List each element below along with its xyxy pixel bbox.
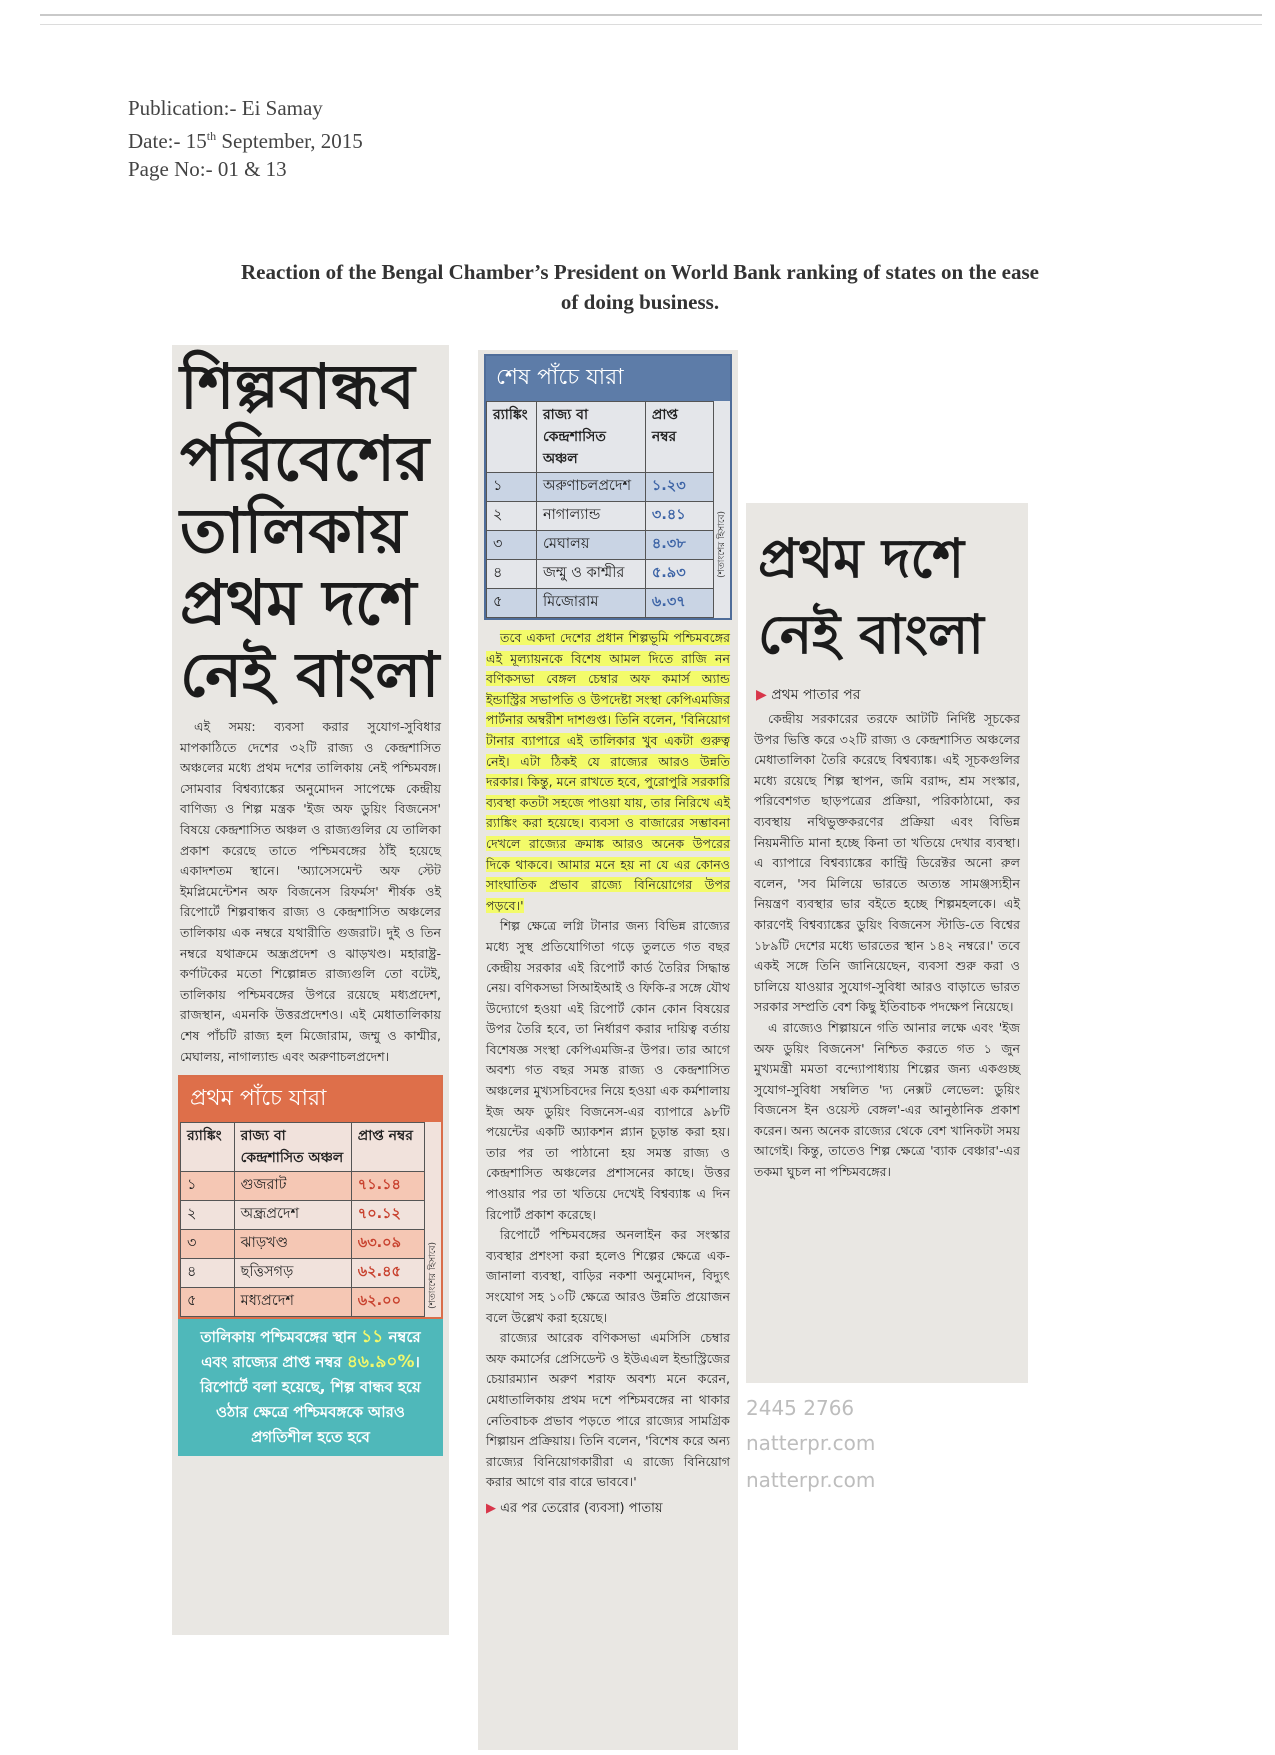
state-cell: মেঘালয় [536, 531, 645, 560]
title-line-2: of doing business. [560, 290, 720, 314]
table-row [487, 531, 714, 560]
col3-paragraph: এ রাজ্যেও শিল্পায়নে গতি আনার লক্ষে এবং 'ইজ অফ ডুয়িং বিজনেস' নিশ্চিত করতে গত ১ জুন মুখ্যমন্ত্রী মমতা বন্দ্যোপাধ্যায় শিল্পের জন্য একগুচ্ছ সুযোগ-সুবিধা সম্বলিত 'দ্য নেক্সট লেভেল: ডুয়িং বিজনেস ইন ওয়েস্ট বেঙ্গল'-এর আনুষ্ঠানিক প্রকাশ করেন। অন্য অনেক রাজ্যের থেকে বেশ খানিকটা সময় আগেই। কিন্তু, তাতেও শিল্প ক্ষেত্রে 'ব্যাক বেঞ্চার'-এর তকমা ঘুচল না পশ্চিমবঙ্গের। [754, 1019, 1020, 1180]
date-line [128, 122, 363, 155]
table-header-row [181, 1123, 425, 1172]
header-rank: র‍্যাঙ্কিং [487, 402, 537, 473]
score-cell: ৭১.১৪ [351, 1172, 424, 1201]
percent-note: (শতাংশের হিসাবে) [428, 1242, 438, 1309]
rank-cell: ৩ [487, 531, 537, 560]
page-line: Page No:- 01 & 13 [128, 157, 287, 181]
state-cell: নাগাল্যান্ড [536, 502, 645, 531]
table-row [487, 502, 714, 531]
header-state: রাজ্য বা কেন্দ্রশাসিত অঞ্চল [536, 402, 645, 473]
table-row [181, 1230, 425, 1259]
col2-paragraph: শিল্প ক্ষেত্রে লগ্নি টানার জন্য বিভিন্ন রাজ্যের মধ্যে সুস্থ প্রতিযোগিতা গড়ে তুলতে গত বছর কেন্দ্রীয় সরকার এই রিপোর্ট কার্ড তৈরির সিদ্ধান্ত নেয়। বণিকসভা সিআইআই ও ফিকি-র সঙ্গে যৌথ উদ্যোগে হওয়া এই রিপোর্ট কোন কোন বিষয়ের উপর তৈরি হবে, তা নির্ধারণ করার দায়িত্ব বর্তায় বিশেষজ্ঞ সংস্থা কেপিএমজি-র উপর। তার আগে অবশ্য গত বছর সমস্ত রাজ্য ও কেন্দ্রশাসিত অঞ্চলের মুখ্যসচিবদের নিয়ে হওয়া এক কর্মশালায় ইজ অফ ডুয়িং বিজনেস-এর ব্যাপারে ৯৮টি পয়েন্টের একটি অ্যাকশন প্ল্যান চূড়ান্ত করা হয়। তার পর তা পাঠানো হয় সমস্ত রাজ্য ও কেন্দ্রশাসিত অঞ্চলের প্রশাসনের কাছে। উত্তর পাওয়ার পর তা খতিয়ে দেখেই বিশ্বব্যাঙ্ক এ দিন রিপোর্ট প্রকাশ করেছে। [486, 918, 730, 1222]
col3-headline [746, 503, 1028, 673]
table-row [181, 1259, 425, 1288]
ghost-web-2: natterpr.com [746, 1468, 876, 1492]
score-cell: ৬২.৪৫ [351, 1259, 424, 1288]
box-text: নম্বরে এবং রাজ্যের প্রাপ্ত নম্বর [201, 1328, 421, 1372]
publication-info [128, 94, 363, 183]
state-cell: ছত্তিসগড় [234, 1259, 351, 1288]
header-rank: র‍্যাঙ্কিং [181, 1123, 235, 1172]
table-row [181, 1201, 425, 1230]
clipping-column-1 [172, 345, 449, 1635]
headline-line: নেই বাংলা [180, 638, 440, 711]
top-rule [40, 14, 1262, 16]
state-cell: জম্মু ও কাশ্মীর [536, 560, 645, 589]
headline-line: শিল্পবান্ধব [180, 350, 415, 423]
col2-body [478, 628, 738, 1493]
score-cell: ৫.৯৩ [645, 560, 713, 589]
title-line-1: Reaction of the Bengal Chamber’s President on World Bank ranking of states on the ease [241, 260, 1039, 284]
state-cell: মধ্যপ্রদেশ [234, 1288, 351, 1317]
col3-body [746, 709, 1028, 1183]
box-text: । রিপোর্টে বলা হয়েছে, শিল্প বান্ধব হয়ে ওঠার ক্ষেত্রে পশ্চিমবঙ্গকে আরও প্রগতিশীল হতে হবে [200, 1353, 421, 1447]
header-score: প্রাপ্ত নম্বর [351, 1123, 424, 1172]
top-five-table-wrap [180, 1122, 441, 1317]
col1-paragraph: এই সময়: ব্যবসা করার সুযোগ-সুবিধার মাপকাঠিতে দেশের ৩২টি রাজ্য ও কেন্দ্রশাসিত অঞ্চলের মধ্যে প্রথম দশের তালিকায় নেই পশ্চিমবঙ্গ। সোমবার বিশ্বব্যাঙ্কের অনুমোদন সাপেক্ষে কেন্দ্রীয় বাণিজ্য ও শিল্প মন্ত্রক 'ইজ অফ ডুয়িং বিজনেস' বিষয়ে কেন্দ্রশাসিত অঞ্চল ও রাজ্যগুলির যে তালিকা প্রকাশ করেছে তাতে পশ্চিমবঙ্গের ঠাঁই হয়েছে একাদশতম স্থানে। 'অ্যাসেসমেন্ট অফ স্টেট ইমপ্লিমেন্টেশন অফ বিজনেস রিফর্মস' শীর্ষক ওই রিপোর্টে শিল্পবান্ধব রাজ্য ও কেন্দ্রশাসিত অঞ্চলের তালিকায় এক নম্বরে যথারীতি গুজরাট। দুই ও তিন নম্বরে যথাক্রমে অন্ধ্রপ্রদেশ ও ঝাড়খণ্ড। মহারাষ্ট্র-কর্ণাটকের মতো শিল্পোন্নত রাজ্যগুলি তো বটেই, তালিকায় পশ্চিমবঙ্গের উপরে রয়েছে মধ্যপ্রদেশ, রাজস্থান, এমনকি উত্তরপ্রদেশও। এই মেধাতালিকায় শেষ পাঁচটি রাজ্য হল মিজোরাম, জম্মু ও কাশ্মীর, মেঘালয়, নাগাল্যান্ড এবং অরুণাচলপ্রদেশ। [180, 719, 441, 1064]
state-cell: অন্ধ্রপ্রদেশ [234, 1201, 351, 1230]
subhead-text: প্রথম পাতার পর [771, 687, 861, 703]
publication-line: Publication:- Ei Samay [128, 96, 323, 120]
score-cell: ৬৩.০৯ [351, 1230, 424, 1259]
headline-line: নেই বাংলা [758, 603, 984, 666]
score-cell: ৬২.০০ [351, 1288, 424, 1317]
rank-cell: ৪ [487, 560, 537, 589]
date-suffix: September, 2015 [216, 129, 363, 153]
rank-cell: ৩ [181, 1230, 235, 1259]
date-sup: th [206, 129, 217, 143]
score-cell: ৪.৩৮ [645, 531, 713, 560]
score-cell: ১.২৩ [645, 473, 713, 502]
col1-headline [172, 345, 449, 711]
top-five-table [180, 1122, 425, 1317]
col1-body [172, 717, 449, 1067]
col2-paragraph: রাজ্যের আরেক বণিকসভা এমসিসি চেম্বার অফ কমার্সের প্রেসিডেন্ট ও ইউএএল ইন্ডাস্ট্রিজের চেয়ারম্যান অরুণ শরাফ অবশ্য মনে করেন, মেধাতালিকায় প্রথম দশে পশ্চিমবঙ্গের না থাকার নেতিবাচক প্রভাব পড়তে পারে রাজ্যের সামগ্রিক শিল্পায়ন প্রক্রিয়ায়। তিনি বলেন, 'বিশেষ করে অন্য রাজ্যের বিনিয়োগকারীরা এ রাজ্যে বিনিয়োগ করার আগে বার বারে ভাববে।' [486, 1330, 730, 1490]
clipping-column-2 [478, 350, 738, 1750]
rank-cell: ১ [181, 1172, 235, 1201]
ghost-web-1: natterpr.com [746, 1431, 876, 1455]
headline-line: প্রথম দশে [180, 566, 417, 639]
rank-cell: ৫ [181, 1288, 235, 1317]
bottom-five-table [486, 401, 714, 618]
triangle-icon: ▶ [486, 1500, 496, 1516]
box-text: তালিকায় পশ্চিমবঙ্গের স্থান [200, 1328, 357, 1347]
score-cell: ৬.৩৭ [645, 589, 713, 618]
bottom-five-table-box [484, 354, 732, 620]
rank-cell: ২ [181, 1201, 235, 1230]
table-row [181, 1172, 425, 1201]
continued-note [478, 1493, 738, 1526]
highlighted-quote [486, 628, 730, 916]
rank-cell: ১ [487, 473, 537, 502]
table-row [487, 560, 714, 589]
continued-text: এর পর তেরোর (ব্যবসা) পাতায় [500, 1500, 663, 1516]
state-cell: ঝাড়খণ্ড [234, 1230, 351, 1259]
table-row [181, 1288, 425, 1317]
state-cell: গুজরাট [234, 1172, 351, 1201]
ghost-phone: 2445 2766 [746, 1396, 855, 1420]
bottom-five-title: শেষ পাঁচে যারা [486, 356, 730, 401]
box-rank: ১১ [361, 1327, 384, 1348]
top-rule-secondary [40, 24, 1262, 25]
score-cell: ৩.৪১ [645, 502, 713, 531]
headline-line: প্রথম দশে [758, 527, 965, 590]
box-score: ৪৬.৯০% [346, 1352, 415, 1373]
rank-cell: ৪ [181, 1259, 235, 1288]
date-prefix: Date:- 15 [128, 129, 207, 153]
col2-paragraph: রিপোর্টে পশ্চিমবঙ্গের অনলাইন কর সংস্কার ব্যবস্থার প্রশংসা করা হলেও শিল্পের ক্ষেত্রে এক-জানালা ব্যবস্থা, বাড়ির নকশা অনুমোদন, বিদ্যুৎ সংযোগ সহ ১০টি ক্ষেত্রে আরও উন্নতি প্রয়োজন বলে উল্লেখ করা হয়েছে। [486, 1227, 730, 1325]
triangle-icon: ▶ [756, 687, 767, 703]
state-cell: অরুণাচলপ্রদেশ [536, 473, 645, 502]
header-score: প্রাপ্ত নম্বর [645, 402, 713, 473]
top-five-title: প্রথম পাঁচে যারা [180, 1077, 441, 1122]
percent-note: (শতাংশের হিসাবে) [717, 511, 727, 578]
rank-cell: ৫ [487, 589, 537, 618]
bottom-five-table-wrap [486, 401, 730, 618]
table-row [487, 473, 714, 502]
state-cell: মিজোরাম [536, 589, 645, 618]
headline-line: তালিকায় [180, 494, 407, 567]
table-header-row [487, 402, 714, 473]
clipping-column-3 [746, 503, 1028, 1383]
col3-paragraph: কেন্দ্রীয় সরকারের তরফে আটটি নির্দিষ্ট সূচকের উপর ভিত্তি করে ৩২টি রাজ্য ও কেন্দ্রশাসিত অঞ্চলের মেধাতালিকা তৈরি করেছে বিশ্বব্যাঙ্ক। এই সূচকগুলির মধ্যে রয়েছে শিল্প স্থাপন, জমি বরাদ্দ, শ্রম সংস্কার, পরিবেশগত ছাড়পত্রের প্রক্রিয়া, পরিকাঠামো, কর ব্যবস্থায় নথিভুক্তকরণের প্রক্রিয়া এবং বিভিন্ন নিয়মনীতি মানা হচ্ছে কিনা তা খতিয়ে দেখার ব্যবস্থা। এ ব্যাপারে বিশ্বব্যাঙ্কের কান্ট্রি ডিরেক্টর অনো রুল বলেন, 'সব মিলিয়ে ভারতে অত্যন্ত সামঞ্জস্যহীন নিয়ন্ত্রণ ব্যবস্থার ভার বইতে হচ্ছে শিল্পমহলকে। এই কারণেই বিশ্বব্যাঙ্কের ডুয়িং বিজনেস স্টাডি-তে বিশ্বের ১৮৯টি দেশের মধ্যে ভারতের স্থান ১৪২ নম্বরে।' তবে একই সঙ্গে তিনি জানিয়েছেন, ব্যবসা শুরু করা ও চালিয়ে যাওয়ার সুযোগ-সুবিধা আরও বাড়াতে ভারত সরকার সম্প্রতি বেশ কিছু ইতিবাচক পদক্ষেপ নিয়েছে। [754, 711, 1020, 1015]
col3-subhead [746, 673, 1028, 709]
bengal-rank-box [178, 1319, 443, 1456]
top-five-table-box [178, 1075, 443, 1319]
highlight-text: তবে একদা দেশের প্রধান শিল্পভূমি পশ্চিমবঙ্গের এই মূল্যায়নকে বিশেষ আমল দিতে রাজি নন বণিকসভা বেঙ্গল চেম্বার অফ কমার্স অ্যান্ড ইন্ডাস্ট্রির সভাপতি ও উপদেষ্টা সংস্থা কেপিএমজির পার্টনার অম্বরীশ দাশগুপ্ত। তিনি বলেন, 'বিনিয়োগ টানার ব্যাপারে এই তালিকার খুব একটা গুরুত্ব নেই। এটা ঠিকই যে রাজ্যের আরও উন্নতি দরকার। কিন্তু, মনে রাখতে হবে, পুরোপুরি সরকারি ব্যবস্থা কতটা সহজে পাওয়া যায়, তার নিরিখে এই র‍্যাঙ্কিং করা হয়েছে। ব্যবসা ও বাজারের সম্ভাবনা দেখলে রাজ্যের ক্রমাঙ্ক আরও অনেক উপরের দিকে থাকবে। আমার মনে হয় না যে এর কোনও সাংঘাতিক প্রভাব রাজ্যে বিনিয়োগের উপর পড়বে।' [486, 630, 730, 913]
document-title [110, 257, 1170, 317]
headline-line: পরিবেশের [180, 422, 430, 495]
header-state: রাজ্য বা কেন্দ্রশাসিত অঞ্চল [234, 1123, 351, 1172]
table-row [487, 589, 714, 618]
score-cell: ৭০.১২ [351, 1201, 424, 1230]
rank-cell: ২ [487, 502, 537, 531]
